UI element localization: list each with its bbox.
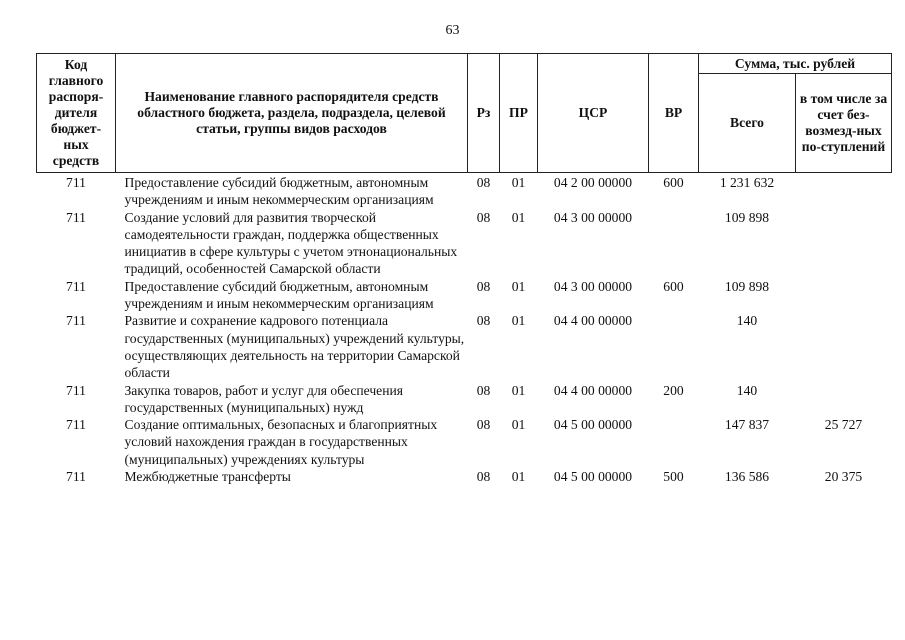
cell-vr [649, 416, 699, 468]
cell-gratuitous: 25 727 [824, 417, 863, 433]
cell-csr: 04 5 00 00000 [553, 469, 633, 485]
header-code: Код главного распоря-дителя бюджет-ных средств [37, 54, 116, 173]
cell-pr: 01 [511, 209, 526, 225]
cell-csr: 04 4 00 00000 [553, 313, 633, 329]
table-header [37, 54, 892, 173]
cell-vr [649, 312, 699, 381]
cell-gratuitous [796, 209, 892, 278]
cell-vr: 600 [663, 278, 684, 294]
cell-name: Закупка товаров, работ и услуг для обеспечения государственных (муниципальных) нужд [124, 382, 403, 415]
table-row [37, 278, 892, 313]
header-gratuitous: в том числе за счет без-возмезд-ных по-ступлений [796, 74, 892, 173]
table-body [37, 173, 892, 486]
cell-pr: 01 [511, 278, 526, 294]
cell-name: Развитие и сохранение кадрового потенциала государственных (муниципальных) учреждений культуры, осуществляющих деятельность на территории Самарской области [124, 313, 465, 381]
cell-csr: 04 5 00 00000 [553, 417, 633, 433]
header-vr: ВР [649, 54, 699, 173]
cell-pr: 01 [511, 417, 526, 433]
cell-total: 1 231 632 [719, 175, 775, 190]
cell-rz: 08 [476, 209, 491, 225]
cell-rz: 08 [476, 469, 491, 485]
cell-gratuitous: 20 375 [824, 469, 863, 485]
cell-pr: 01 [511, 382, 526, 398]
cell-total: 147 837 [724, 417, 770, 433]
cell-name: Предоставление субсидий бюджетным, автономным учреждениям и иным некоммерческим организациям [124, 278, 434, 312]
cell-code: 711 [66, 278, 86, 294]
cell-total: 136 586 [724, 469, 770, 485]
cell-csr: 04 3 00 00000 [553, 209, 633, 225]
cell-name: Создание условий для развития творческой самодеятельности граждан, поддержка общественных инициатив в сфере культуры с учетом этнонациональных традиций, особенностей Самарской области [124, 209, 458, 277]
cell-rz: 08 [476, 278, 491, 294]
table-row [37, 209, 892, 278]
cell-rz: 08 [476, 417, 491, 433]
cell-name: Предоставление субсидий бюджетным, автономным учреждениям и иным некоммерческим организациям [124, 175, 434, 208]
cell-code: 711 [66, 469, 86, 485]
cell-total: 109 898 [724, 209, 770, 225]
cell-name: Межбюджетные трансферты [124, 469, 291, 485]
cell-rz: 08 [476, 175, 491, 190]
header-pr: ПР [500, 54, 538, 173]
cell-pr: 01 [511, 313, 526, 329]
cell-code: 711 [66, 313, 86, 329]
table-row [37, 382, 892, 417]
cell-csr: 04 3 00 00000 [553, 278, 633, 294]
cell-code: 711 [66, 417, 86, 433]
header-name: Наименование главного распорядителя средств областного бюджета, раздела, подраздела, целевой статьи, группы видов расходов [116, 54, 468, 173]
cell-pr: 01 [511, 175, 526, 190]
cell-pr: 01 [511, 469, 526, 485]
cell-csr: 04 4 00 00000 [553, 382, 633, 398]
cell-name: Создание оптимальных, безопасных и благоприятных условий нахождения граждан в государственных (муниципальных) учреждениях культуры [124, 417, 438, 467]
cell-vr: 200 [663, 382, 684, 398]
table-row [37, 468, 892, 485]
cell-vr: 600 [663, 175, 684, 190]
budget-table [36, 53, 892, 485]
header-rz: Рз [468, 54, 500, 173]
cell-vr [649, 209, 699, 278]
cell-gratuitous [796, 382, 892, 417]
cell-code: 711 [66, 209, 86, 225]
cell-code: 711 [66, 382, 86, 398]
header-sum-group: Сумма, тыс. рублей [699, 54, 892, 74]
cell-total: 109 898 [724, 278, 770, 294]
cell-gratuitous [796, 312, 892, 381]
table-row [37, 416, 892, 468]
cell-rz: 08 [476, 382, 491, 398]
cell-total: 140 [736, 382, 758, 398]
cell-gratuitous [796, 173, 892, 209]
cell-vr: 500 [663, 469, 684, 485]
table-row [37, 173, 892, 209]
cell-rz: 08 [476, 313, 491, 329]
cell-csr: 04 2 00 00000 [553, 175, 633, 190]
cell-gratuitous [796, 278, 892, 313]
cell-total: 140 [736, 313, 758, 329]
page-number: 63 [445, 23, 460, 38]
cell-code: 711 [66, 175, 86, 190]
header-csr: ЦСР [538, 54, 649, 173]
table-row [37, 312, 892, 381]
header-total: Всего [699, 74, 796, 173]
